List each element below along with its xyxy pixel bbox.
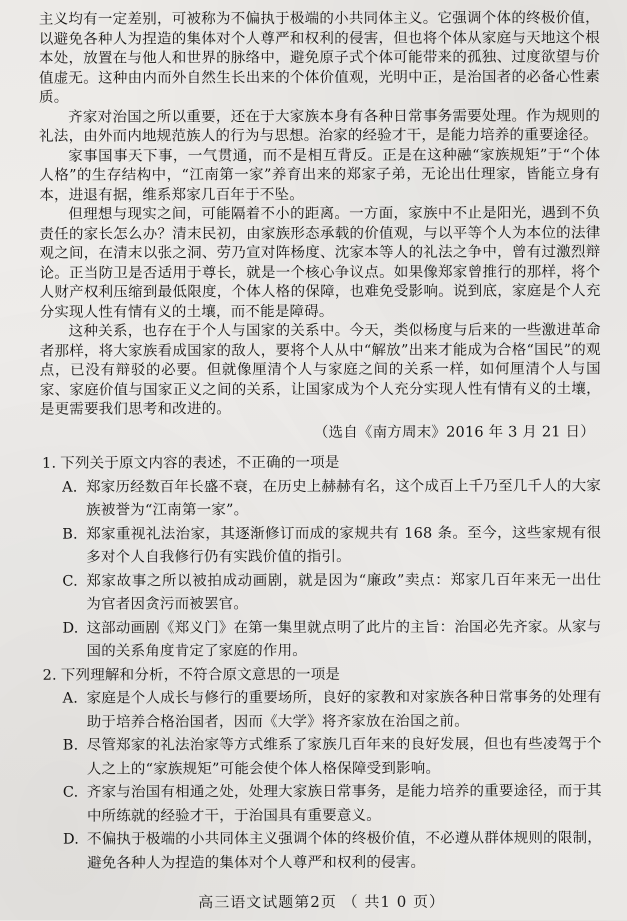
option-label: D. [62,620,79,637]
option-label: C. [62,784,79,801]
option-label: A. [62,479,78,496]
option-label: D. [62,831,80,848]
question-number: 1. [41,455,57,472]
option-text: 郑家重视礼法治家，其逐渐修订而成的家规共有 168 条。至今，这些家规有很多对个人自我修行仍有实践价值的指引。 [86,524,602,566]
question-1-stem [42,451,601,476]
option-text: 齐家与治国有相通之处，处理大家族日常事务，是能力培养的重要途径，而于其中所练就的经验才干，于治国具有重要意义。 [86,783,602,825]
question-1-option-d [40,616,601,664]
reading-passage [39,9,601,443]
question-2-option-d [41,827,602,875]
question-2-option-c [41,780,602,828]
question-1-option-b [40,522,601,570]
passage-paragraph: 这种关系，也存在于个人与国家的关系中。今天，类似杨度与后来的一些激进革命者那样，将大家族看成国家的敌人，要将个人从中“解放”出来才能成为合格“国民”的观点，已没有辩驳的必要。但就像厘清个人与家庭之间的关系一样，如何厘清个人与国家、家庭价值与国家正义之间的关系，让国家成为个人充分实现人性有情有义的土壤，是更需要我们思考和改进的。 [39,322,601,418]
question-1-option-c [40,569,601,617]
questions-section [40,451,602,875]
question-stem-text: 下列关于原文内容的表述，不正确的一项是 [60,454,340,472]
passage-paragraph: 家事国事天下事，一气贯通，而不是相互背反。正是在这种融“家族规矩”于“个体人格”的生存结构中，“江南第一家”养育出来的郑家子弟，无论出仕理家，皆能立身有本，进退有据，维系郑家几百年于不坠。 [39,146,601,204]
question-1-option-a [40,475,601,523]
option-text: 家庭是个人成长与修行的重要场所，良好的家教和对家族各种日常事务的处理有助于培养合格治国者，因而《大学》将齐家放在治国之前。 [86,689,602,731]
question-2-option-b [41,733,602,781]
passage-paragraph: 但理想与现实之间，可能隔着不小的距离。一方面，家族中不止是阳光，遇到不负责任的家长怎么办？清末民初，由家族形态承载的价值观，与以平等个人为本位的法律观之间，在清末以张之洞、劳乃宣对阵杨度、沈家本等人的礼法之争中，曾有过激烈辩论。正当防卫是否适用于尊长，就是一个核心争议点。如果像郑家曾推行的那样，将个人财产权利压缩到最低限度，个体人格的保障，也难免受影响。说到底，家庭是个人充分实现人性有情有义的土壤，而不能是障碍。 [39,205,601,321]
option-text: 这部动画剧《郑义门》在第一集里就点明了此片的主旨：治国必先齐家。从家与国的关系角度肯定了家庭的作用。 [86,618,602,660]
option-text: 不偏执于极端的小共同体主义强调个体的终极价值，不必遵从群体规则的限制，避免各种人为捏造的集体对个人尊严和权利的侵害。 [86,830,603,872]
option-text: 尽管郑家的礼法治家等方式维系了家族几百年来的良好发展，但也有些凌驾于个人之上的“家族规矩”可能会使个体人格保障受到影响。 [86,736,602,778]
option-label: A. [62,690,79,707]
question-number: 2. [42,667,57,684]
option-label: C. [62,573,78,590]
option-text: 郑家历经数百年长盛不衰，在历史上赫赫有名，这个成百上千乃至几千人的大家族被誉为“江南第一家”。 [86,477,602,519]
option-label: B. [62,737,79,754]
option-label: B. [62,526,78,543]
question-stem-text: 下列理解和分析，不符合原文意思的一项是 [60,666,341,684]
question-1 [40,451,602,664]
question-2 [41,663,603,876]
passage-paragraph-continuation: 主义均有一定差别，可被称为不偏执于极端的小共同体主义。它强调个体的终极价值，以避免各种人为捏造的集体对个人尊严和权利的侵害，但也将个体从家庭与天地这个根本处，放置在与他人和世界的脉络中，避免原子式个体可能带来的孤独、过度欲望与价值虚无。这种由内而外自然生长出来的个体价值观，光明中正，是治国者的必备心性素质。 [38,10,601,106]
source-attribution: （选自《南方周末》2016 年 3 月 21 日） [313,423,595,441]
page-footer: 高三语文试题第2页 （ 共1 0 页） [198,892,446,912]
option-text: 郑家故事之所以被拍成动画剧，就是因为“廉政”卖点：郑家几百年来无一出仕为官者因贪污而被罢官。 [86,571,602,613]
question-2-stem [43,663,602,688]
passage-paragraph: 齐家对治国之所以重要，还在于大家族本身有各种日常事务需要处理。作为规则的礼法，由外而内地规范族人的行为与思想。治家的经验才干，是能力培养的重要途径。 [39,107,601,145]
question-2-option-a [41,686,602,734]
